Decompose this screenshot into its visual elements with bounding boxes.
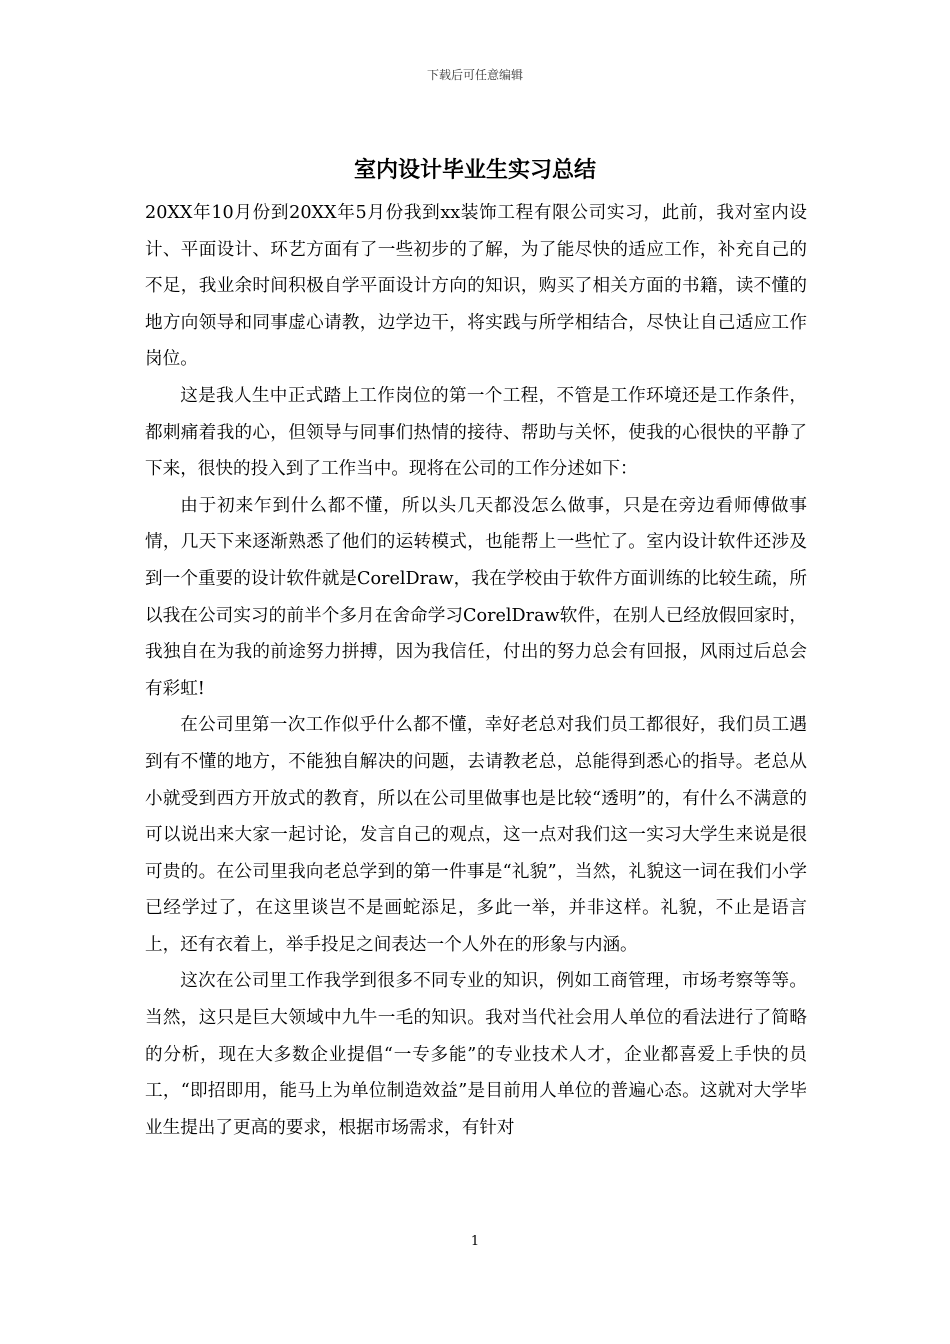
paragraph-learning-coreldraw: 由于初来乍到什么都不懂，所以头几天都没怎么做事，只是在旁边看师傅做事情，几天下来逐渐熟悉了他们的运转模式，也能帮上一些忙了。室内设计软件还涉及到一个重要的设计软件就是CorelDraw，我在学校由于软件方面训练的比较生疏，所以我在公司实习的前半个多月在舍命学习CorelDraw软件，在别人已经放假回家时，我独自在为我的前途努力拼搏，因为我信任，付出的努力总会有回报，风雨过后总会有彩虹! (145, 495, 807, 699)
paragraph-first-job: 这是我人生中正式踏上工作岗位的第一个工程，不管是工作环境还是工作条件，都刺痛着我的心，但领导与同事们热情的接待、帮助与关怀，使我的心很快的平静了下来，很快的投入到了工作当中。现将在公司的工作分述如下： (145, 385, 807, 480)
paragraph-knowledge-gained: 这次在公司里工作我学到很多不同专业的知识，例如工商管理，市场考察等等。当然，这只是巨大领域中九牛一毛的知识。我对当代社会用人单位的看法进行了简略的分析，现在大多数企业提倡“一专多能”的专业技术人才，企业都喜爱上手快的员工，“即招即用，能马上为单位制造效益”是目前用人单位的普遍心态。这就对大学毕业生提出了更高的要求，根据市场需求，有针对 (145, 971, 807, 1138)
document-body (145, 195, 807, 1146)
paragraph-intro: 20XX年10月份到20XX年5月份我到xx装饰工程有限公司实习，此前，我对室内设计、平面设计、环艺方面有了一些初步的了解，为了能尽快的适应工作，补充自己的不足，我业余时间积极自学平面设计方向的知识，购买了相关方面的书籍，读不懂的地方向领导和同事虚心请教，边学边干，将实践与所学相结合，尽快让自己适应工作岗位。 (145, 203, 807, 370)
document-title: 室内设计毕业生实习总结 (353, 158, 596, 183)
header-note: 下载后可任意编辑 (426, 68, 523, 82)
page-number: 1 (470, 1234, 480, 1249)
paragraph-company-culture: 在公司里第一次工作似乎什么都不懂，幸好老总对我们员工都很好，我们员工遇到有不懂的地方，不能独自解决的问题，去请教老总，总能得到悉心的指导。老总从小就受到西方开放式的教育，所以在公司里做事也是比较“透明”的，有什么不满意的可以说出来大家一起讨论，发言自己的观点，这一点对我们这一实习大学生来说是很可贵的。在公司里我向老总学到的第一件事是“礼貌”，当然，礼貌这一词在我们小学已经学过了，在这里谈岂不是画蛇添足，多此一举，并非这样。礼貌，不止是语言上，还有衣着上，举手投足之间表达一个人外在的形象与内涵。 (145, 715, 807, 955)
